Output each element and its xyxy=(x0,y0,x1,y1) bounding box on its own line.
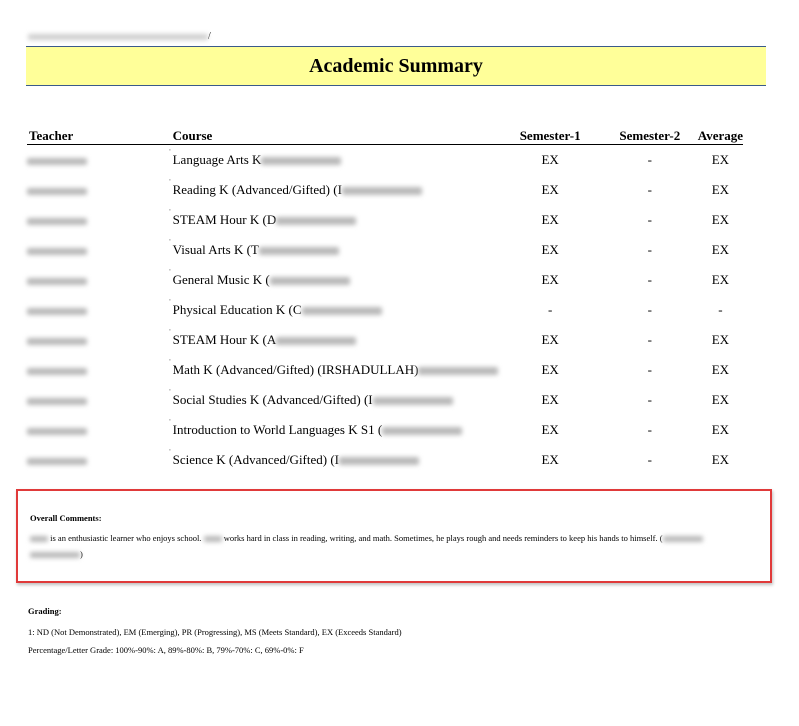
course-cell xyxy=(168,235,499,265)
semester2-grade: - xyxy=(647,302,652,317)
teacher-cell xyxy=(27,205,171,235)
redacted-teacher xyxy=(27,458,87,465)
semester1-grade: EX xyxy=(541,242,559,257)
course-name: STEAM Hour K (D xyxy=(172,212,277,227)
redacted-teacher xyxy=(27,278,87,285)
semester1-grade: EX xyxy=(541,152,559,167)
semester1-grade: EX xyxy=(541,212,559,227)
course-cell xyxy=(168,355,499,385)
course-name: Math K (Advanced/Gifted) (IRSHADULLAH) xyxy=(172,362,419,377)
teacher-cell xyxy=(27,295,171,325)
page-title: Academic Summary xyxy=(309,54,483,77)
redacted-teacher-in-course xyxy=(418,367,498,375)
course-cell xyxy=(168,145,499,176)
average-grade: EX xyxy=(711,242,730,257)
redacted-teacher-name xyxy=(663,536,703,542)
table-row xyxy=(27,385,743,415)
footnote-mark: ˈ xyxy=(168,298,172,307)
footnote-mark: ˈ xyxy=(168,358,172,367)
course-table xyxy=(27,124,743,475)
redacted-teacher xyxy=(27,218,87,225)
semester2-grade: - xyxy=(647,152,652,167)
redacted-teacher-in-course xyxy=(339,457,419,465)
redacted-name xyxy=(204,536,222,542)
course-name: General Music K ( xyxy=(172,272,270,287)
redacted-header-line xyxy=(28,31,211,42)
grading-scale: 1: ND (Not Demonstrated), EM (Emerging), PR (Progressing), MS (Meets Standard), EX (Exceeds Standard) xyxy=(28,627,402,637)
footnote-mark: ˈ xyxy=(168,328,172,337)
average-grade: EX xyxy=(711,212,730,227)
redacted-teacher xyxy=(27,428,87,435)
teacher-cell xyxy=(27,265,171,295)
teacher-cell xyxy=(27,385,171,415)
course-cell xyxy=(168,265,499,295)
redacted-teacher-in-course xyxy=(342,187,422,195)
redacted-teacher xyxy=(27,338,87,345)
table-row xyxy=(27,325,743,355)
redacted-teacher-in-course xyxy=(302,307,382,315)
course-name: STEAM Hour K (A xyxy=(172,332,277,347)
semester1-grade: EX xyxy=(541,422,559,437)
course-cell xyxy=(168,175,499,205)
redacted-teacher-in-course xyxy=(373,397,453,405)
semester1-grade: EX xyxy=(541,332,559,347)
table-row xyxy=(27,145,743,176)
teacher-cell xyxy=(27,175,171,205)
redacted-teacher xyxy=(27,398,87,405)
redacted-teacher-in-course xyxy=(382,427,462,435)
course-name: Science K (Advanced/Gifted) (I xyxy=(172,452,340,467)
semester1-grade: EX xyxy=(541,272,559,287)
course-cell xyxy=(168,415,499,445)
redacted-teacher-in-course xyxy=(276,337,356,345)
teacher-cell xyxy=(27,235,171,265)
footnote-mark: ˈ xyxy=(168,448,172,457)
header-average: Average xyxy=(698,124,743,145)
table-row xyxy=(27,265,743,295)
redacted-teacher xyxy=(27,158,87,165)
course-name: Reading K (Advanced/Gifted) (I xyxy=(172,182,342,197)
course-cell xyxy=(168,295,499,325)
footnote-mark: ˈ xyxy=(168,418,172,427)
redacted-name xyxy=(30,536,48,542)
course-cell xyxy=(168,445,499,475)
redacted-teacher-in-course xyxy=(261,157,341,165)
semester1-grade: - xyxy=(547,302,553,317)
footnote-mark: ˈ xyxy=(168,238,172,247)
average-grade: EX xyxy=(711,422,730,437)
teacher-cell xyxy=(27,355,171,385)
footnote-mark: ˈ xyxy=(168,208,172,217)
average-grade: EX xyxy=(711,332,730,347)
semester1-grade: EX xyxy=(541,182,559,197)
redacted-teacher xyxy=(27,248,87,255)
average-grade: - xyxy=(718,302,723,317)
semester1-grade: EX xyxy=(541,452,559,467)
table-row xyxy=(27,415,743,445)
semester2-grade: - xyxy=(647,422,652,437)
header-course: Course xyxy=(171,124,499,145)
course-rows xyxy=(27,145,743,476)
table-row xyxy=(27,175,743,205)
comments-part2: works hard in class in reading, writing, and math. Sometimes, he plays rough and needs reminders to keep his hands to himself. ( xyxy=(223,533,663,543)
average-grade: EX xyxy=(711,392,730,407)
course-name: Language Arts K xyxy=(172,152,262,167)
average-grade: EX xyxy=(711,452,730,467)
table-row xyxy=(27,445,743,475)
course-name: Physical Education K (C xyxy=(172,302,302,317)
course-name: Social Studies K (Advanced/Gifted) (I xyxy=(172,392,373,407)
footnote-mark: ˈ xyxy=(168,388,172,397)
header-slash: / xyxy=(208,31,211,42)
footnote-mark: ˈ xyxy=(168,148,172,157)
semester1-grade: EX xyxy=(541,362,559,377)
grading-percent: Percentage/Letter Grade: 100%-90%: A, 89%-80%: B, 79%-70%: C, 69%-0%: F xyxy=(28,645,304,655)
footnote-mark: ˈ xyxy=(168,178,172,187)
comments-part3: ) xyxy=(80,549,83,559)
header-semester1: Semester-1 xyxy=(498,124,601,145)
semester2-grade: - xyxy=(647,332,652,347)
course-name: Introduction to World Languages K S1 ( xyxy=(172,422,383,437)
teacher-cell xyxy=(27,415,171,445)
comments-title: Overall Comments: xyxy=(30,513,102,523)
teacher-cell xyxy=(27,445,171,475)
course-cell xyxy=(168,385,499,415)
average-grade: EX xyxy=(711,152,730,167)
teacher-cell xyxy=(27,145,171,176)
redacted-teacher-in-course xyxy=(276,217,356,225)
semester2-grade: - xyxy=(647,452,652,467)
header-teacher: Teacher xyxy=(27,124,171,145)
semester2-grade: - xyxy=(647,392,652,407)
semester2-grade: - xyxy=(647,362,652,377)
redacted-teacher-in-course xyxy=(270,277,350,285)
average-grade: EX xyxy=(711,362,730,377)
header-semester2: Semester-2 xyxy=(602,124,698,145)
redacted-student-info xyxy=(28,34,208,40)
redacted-teacher xyxy=(27,188,87,195)
average-grade: EX xyxy=(711,182,730,197)
table-row xyxy=(27,355,743,385)
redacted-teacher-name xyxy=(30,552,80,558)
course-cell xyxy=(168,325,499,355)
average-grade: EX xyxy=(711,272,730,287)
redacted-teacher xyxy=(27,368,87,375)
overall-comments-box xyxy=(16,489,772,583)
course-cell xyxy=(168,205,499,235)
semester2-grade: - xyxy=(647,242,652,257)
semester1-grade: EX xyxy=(541,392,559,407)
footnote-mark: ˈ xyxy=(168,268,172,277)
table-header-row xyxy=(27,124,743,145)
course-name: Visual Arts K (T xyxy=(172,242,259,257)
table-row xyxy=(27,205,743,235)
title-band xyxy=(26,46,766,86)
teacher-cell xyxy=(27,325,171,355)
semester2-grade: - xyxy=(647,272,652,287)
table-row xyxy=(27,235,743,265)
semester2-grade: - xyxy=(647,212,652,227)
table-row xyxy=(27,295,743,325)
comments-part1: is an enthusiastic learner who enjoys school. xyxy=(50,533,202,543)
redacted-teacher xyxy=(27,308,87,315)
semester2-grade: - xyxy=(647,182,652,197)
grading-title: Grading: xyxy=(28,606,62,616)
comments-text xyxy=(30,530,760,562)
redacted-teacher-in-course xyxy=(259,247,339,255)
